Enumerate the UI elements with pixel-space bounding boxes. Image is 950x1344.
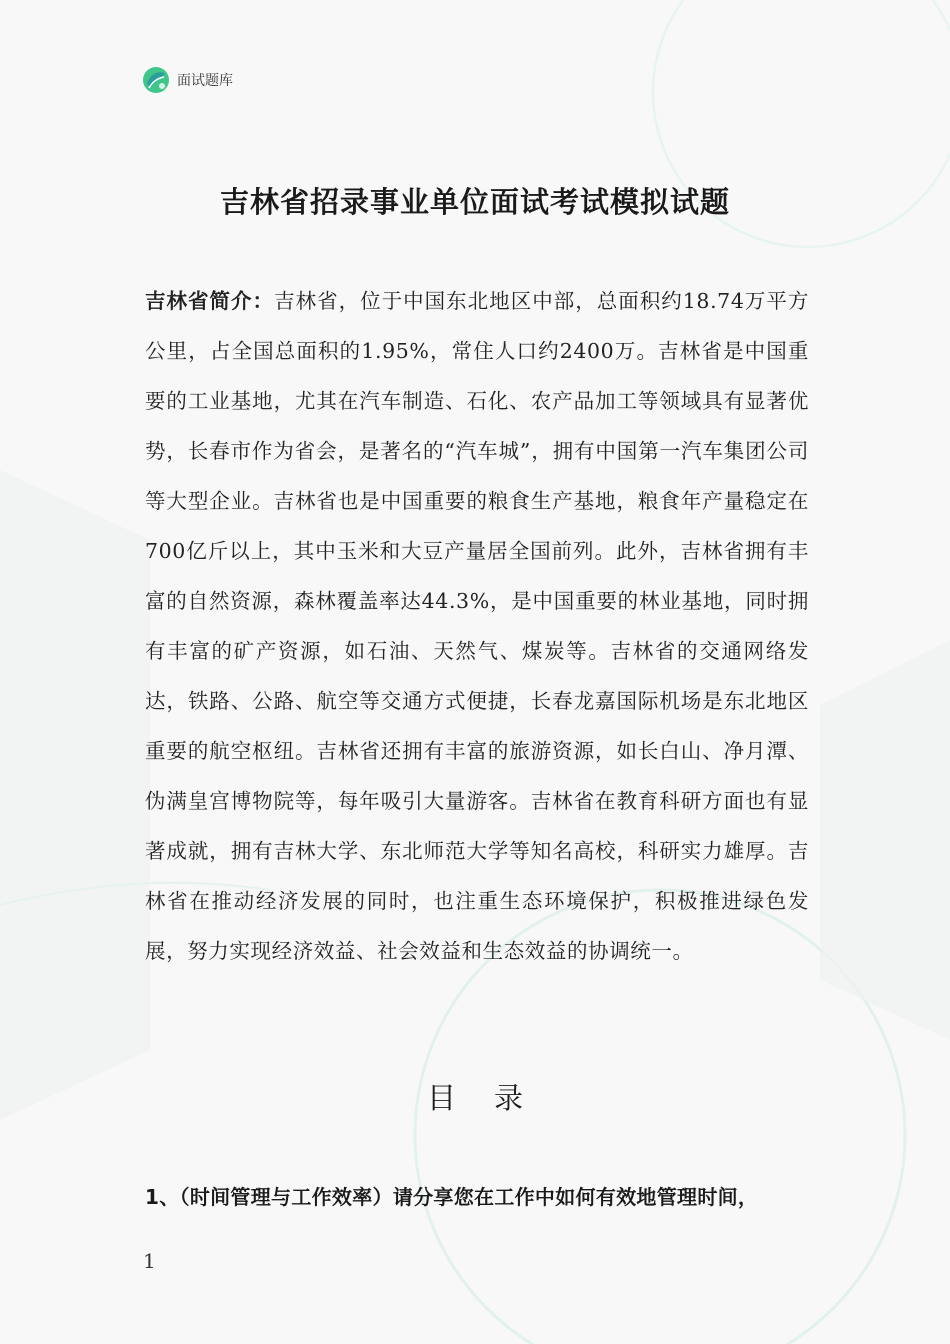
- brand-name: 面试题库: [177, 73, 233, 89]
- green-leaf-logo-icon: [142, 66, 170, 94]
- document-title: 吉林省招录事业单位面试考试模拟试题: [219, 185, 730, 219]
- page-number: 1: [143, 1249, 156, 1273]
- toc-title: 目录: [426, 1081, 561, 1115]
- intro-label: 吉林省简介：: [145, 289, 275, 313]
- header-brand: [142, 66, 233, 94]
- intro-paragraph: [145, 276, 809, 976]
- intro-body: 吉林省，位于中国东北地区中部，总面积约18.74万平方公里，占全国总面积的1.95%，常住人口约2400万。吉林省是中国重要的工业基地，尤其在汽车制造、石化、农产品加工等领域具有显著优势，长春市作为省会，是著名的“汽车城”，拥有中国第一汽车集团公司等大型企业。吉林省也是中国重要的粮食生产基地，粮食年产量稳定在700亿斤以上，其中玉米和大豆产量居全国前列。此外，吉林省拥有丰富的自然资源，森林覆盖率达44.3%，是中国重要的林业基地，同时拥有丰富的矿产资源，如石油、天然气、煤炭等。吉林省的交通网络发达，铁路、公路、航空等交通方式便捷，长春龙嘉国际机场是东北地区重要的航空枢纽。吉林省还拥有丰富的旅游资源，如长白山、净月潭、伪满皇宫博物院等，每年吸引大量游客。吉林省在教育科研方面也有显著成就，拥有吉林大学、东北师范大学等知名高校，科研实力雄厚。吉林省在推动经济发展的同时，也注重生态环境保护，积极推进绿色发展，努力实现经济效益、社会效益和生态效益的协调统一。: [145, 289, 809, 963]
- question-item-1: 1、（时间管理与工作效率）请分享您在工作中如何有效地管理时间，: [145, 1185, 759, 1209]
